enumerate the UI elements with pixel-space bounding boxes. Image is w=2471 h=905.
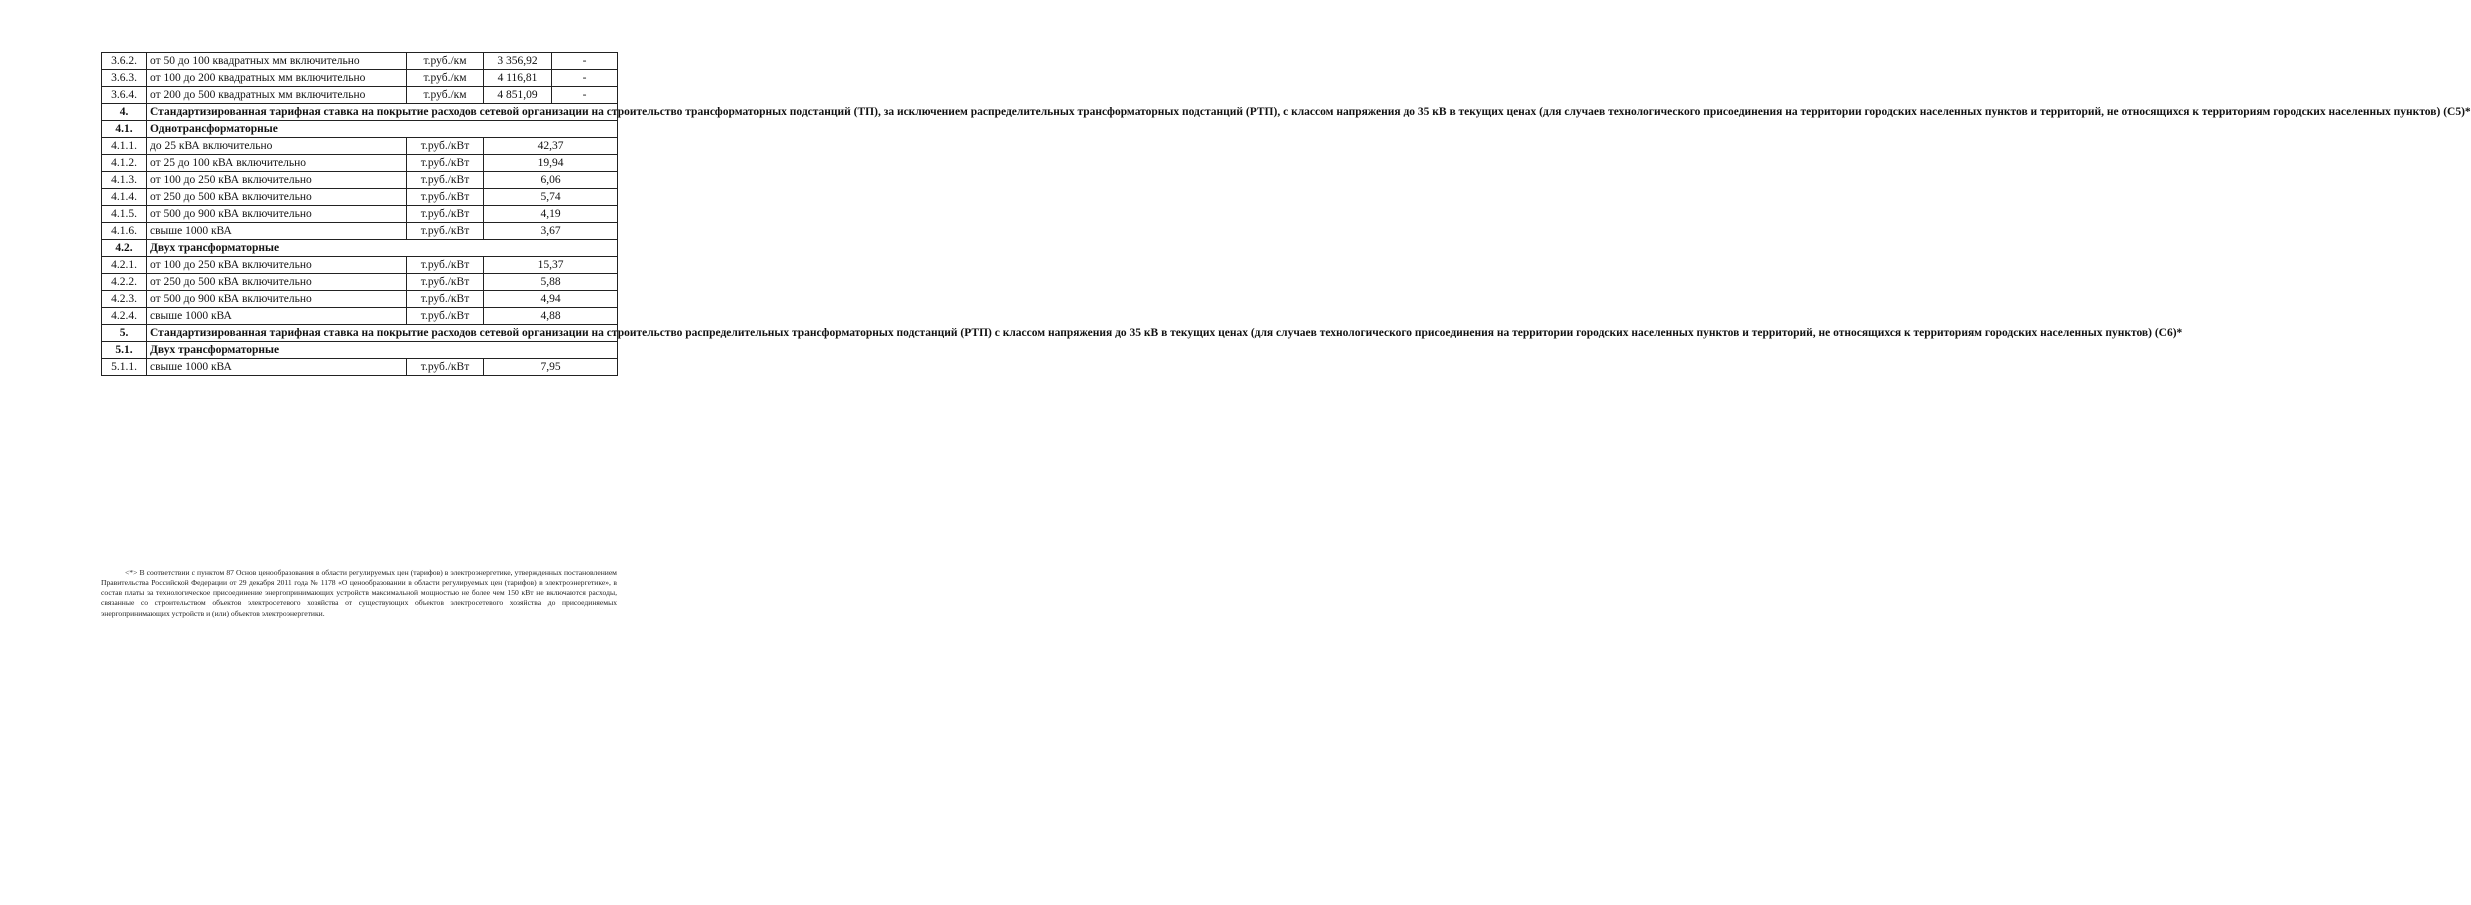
row-number: 5.1.1.: [102, 359, 147, 376]
table-row: [102, 206, 618, 223]
section-number: 5.: [102, 325, 147, 342]
row-value: 5,74: [484, 189, 618, 206]
section-title: Стандартизированная тарифная ставка на покрытие расходов сетевой организации на строительство трансформаторных подстанций (ТП), за исключением распределительных трансформаторных подстанций (РТП), с классом напряжения до 35 кВ в текущих ценах (для случаев технологического присоединения на территории городских населенных пунктов и территорий, не относящихся к территориям городских населенных пунктов) (С5)*: [147, 104, 618, 121]
table-row: [102, 70, 618, 87]
row-extra: -: [552, 53, 618, 70]
row-value: 4 851,09: [484, 87, 552, 104]
row-description: от 500 до 900 кВА включительно: [147, 206, 407, 223]
row-description: свыше 1000 кВА: [147, 359, 407, 376]
row-unit: т.руб./кВт: [407, 274, 484, 291]
table-row: [102, 53, 618, 70]
row-value: 4,19: [484, 206, 618, 223]
row-description: свыше 1000 кВА: [147, 223, 407, 240]
row-description: от 250 до 500 кВА включительно: [147, 189, 407, 206]
table-row: [102, 155, 618, 172]
row-unit: т.руб./км: [407, 70, 484, 87]
row-value: 7,95: [484, 359, 618, 376]
row-number: 4.2.2.: [102, 274, 147, 291]
table-row: [102, 87, 618, 104]
subsection-row: [102, 240, 618, 257]
subsection-label: Двух трансформаторные: [147, 342, 618, 359]
row-value: 4 116,81: [484, 70, 552, 87]
row-value: 5,88: [484, 274, 618, 291]
table-row: [102, 223, 618, 240]
row-unit: т.руб./кВт: [407, 291, 484, 308]
footnote-text: <*> В соответствии с пунктом 87 Основ ценообразования в области регулируемых цен (тарифов) в электроэнергетике, утвержденных постановлением Правительства Российской Федерации от 29 декабря 2011 года № 1178 «О ценообразовании в области регулируемых цен (тарифов) в электроэнергетике», в состав платы за технологическое присоединение энергопринимающих устройств максимальной мощностью не более чем 150 кВт не включаются расходы, связанные со строительством объектов электросетевого хозяйства от существующих объектов электросетевого хозяйства до присоединяемых энергопринимающих устройств и (или) объектов электроэнергетики.: [101, 567, 617, 618]
row-description: от 500 до 900 кВА включительно: [147, 291, 407, 308]
table-row: [102, 359, 618, 376]
row-unit: т.руб./кВт: [407, 172, 484, 189]
row-unit: т.руб./кВт: [407, 223, 484, 240]
tariff-table: [101, 52, 2471, 376]
row-value: 6,06: [484, 172, 618, 189]
row-unit: т.руб./кВт: [407, 138, 484, 155]
subsection-row: [102, 121, 618, 138]
row-number: 3.6.3.: [102, 70, 147, 87]
row-unit: т.руб./кВт: [407, 257, 484, 274]
row-number: 4.1.2.: [102, 155, 147, 172]
table-row: [102, 257, 618, 274]
row-description: от 100 до 200 квадратных мм включительно: [147, 70, 407, 87]
row-description: свыше 1000 кВА: [147, 308, 407, 325]
section-number: 4.: [102, 104, 147, 121]
row-extra: -: [552, 87, 618, 104]
row-unit: т.руб./кВт: [407, 359, 484, 376]
section-title: Стандартизированная тарифная ставка на покрытие расходов сетевой организации на строительство распределительных трансформаторных подстанций (РТП) с классом напряжения до 35 кВ в текущих ценах (для случаев технологического присоединения на территории городских населенных пунктов и территорий, не относящихся к территориям городских населенных пунктов) (С6)*: [147, 325, 618, 342]
row-description: от 25 до 100 кВА включительно: [147, 155, 407, 172]
row-unit: т.руб./кВт: [407, 206, 484, 223]
row-number: 4.1.5.: [102, 206, 147, 223]
row-description: от 250 до 500 кВА включительно: [147, 274, 407, 291]
subsection-number: 5.1.: [102, 342, 147, 359]
table-row: [102, 138, 618, 155]
table-row: [102, 291, 618, 308]
section-header-row: [102, 325, 618, 342]
section-header-row: [102, 104, 618, 121]
table-row: [102, 172, 618, 189]
row-description: до 25 кВА включительно: [147, 138, 407, 155]
subsection-label: Двух трансформаторные: [147, 240, 618, 257]
row-number: 4.2.4.: [102, 308, 147, 325]
table-row: [102, 274, 618, 291]
row-number: 4.1.3.: [102, 172, 147, 189]
row-value: 3,67: [484, 223, 618, 240]
row-value: 19,94: [484, 155, 618, 172]
row-unit: т.руб./кВт: [407, 189, 484, 206]
subsection-number: 4.2.: [102, 240, 147, 257]
row-number: 4.1.1.: [102, 138, 147, 155]
row-number: 3.6.2.: [102, 53, 147, 70]
subsection-number: 4.1.: [102, 121, 147, 138]
row-unit: т.руб./кВт: [407, 308, 484, 325]
row-value: 3 356,92: [484, 53, 552, 70]
row-description: от 50 до 100 квадратных мм включительно: [147, 53, 407, 70]
row-number: 4.1.4.: [102, 189, 147, 206]
row-number: 4.2.3.: [102, 291, 147, 308]
row-extra: -: [552, 70, 618, 87]
table-row: [102, 308, 618, 325]
row-description: от 200 до 500 квадратных мм включительно: [147, 87, 407, 104]
row-description: от 100 до 250 кВА включительно: [147, 172, 407, 189]
table-row: [102, 189, 618, 206]
row-number: 4.2.1.: [102, 257, 147, 274]
subsection-row: [102, 342, 618, 359]
row-number: 3.6.4.: [102, 87, 147, 104]
row-value: 4,88: [484, 308, 618, 325]
row-unit: т.руб./км: [407, 53, 484, 70]
subsection-label: Однотрансформаторные: [147, 121, 618, 138]
row-number: 4.1.6.: [102, 223, 147, 240]
row-unit: т.руб./кВт: [407, 155, 484, 172]
row-unit: т.руб./км: [407, 87, 484, 104]
row-value: 42,37: [484, 138, 618, 155]
row-value: 15,37: [484, 257, 618, 274]
row-description: от 100 до 250 кВА включительно: [147, 257, 407, 274]
row-value: 4,94: [484, 291, 618, 308]
